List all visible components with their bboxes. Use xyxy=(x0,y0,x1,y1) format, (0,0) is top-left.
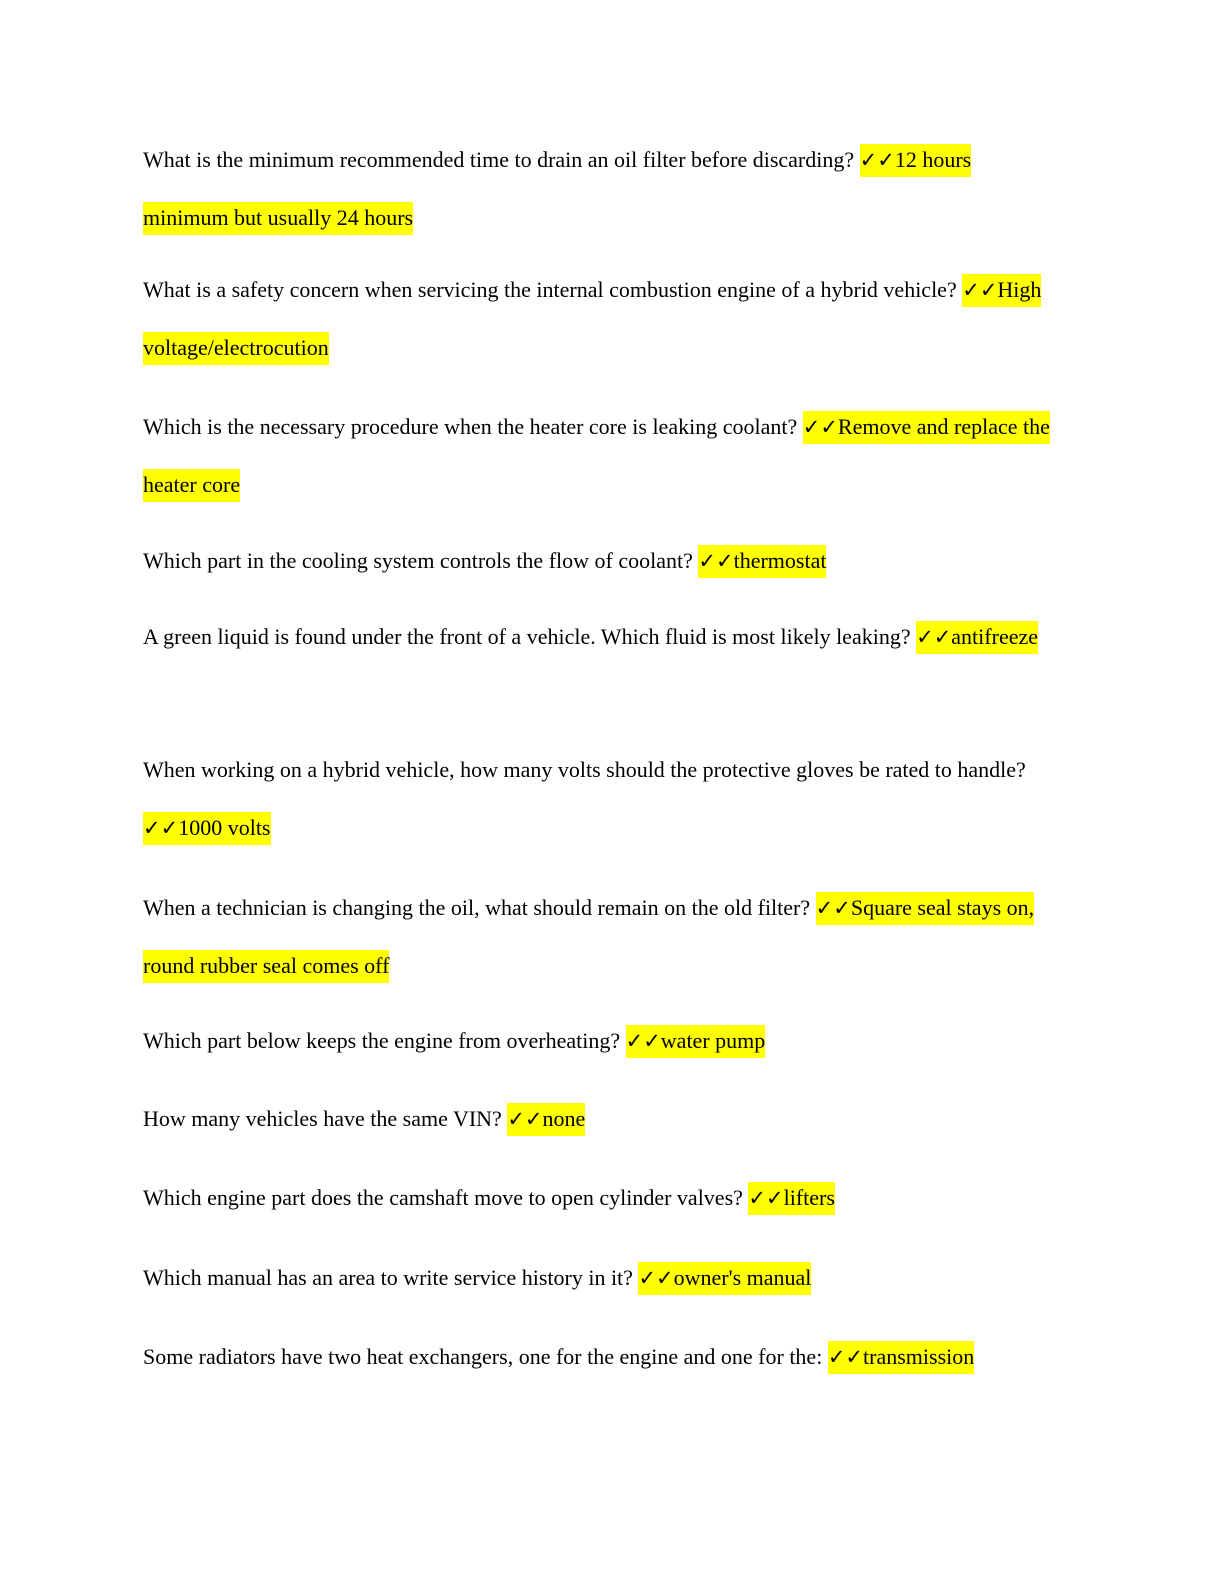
answer-highlight xyxy=(916,621,1038,654)
double-check-icon: ✓✓ xyxy=(815,896,851,920)
double-check-icon: ✓✓ xyxy=(827,1345,864,1369)
qa-item-1 xyxy=(143,131,1058,247)
question-text: Which engine part does the camshaft move to open cylinder valves? xyxy=(143,1185,749,1210)
double-check-icon: ✓✓ xyxy=(143,816,179,840)
question-text: Which is the necessary procedure when the heater core is leaking coolant? xyxy=(143,414,803,439)
answer-highlight xyxy=(143,812,271,845)
double-check-icon: ✓✓ xyxy=(859,148,895,172)
qa-item-5 xyxy=(143,608,1058,666)
qa-item-12 xyxy=(143,1328,1058,1386)
answer-text: transmission xyxy=(863,1344,975,1369)
answer-highlight xyxy=(828,1341,974,1374)
double-check-icon: ✓✓ xyxy=(638,1266,674,1290)
answer-highlight xyxy=(507,1103,585,1136)
question-text: Some radiators have two heat exchangers, one for the engine and one for the: xyxy=(143,1344,828,1369)
answer-highlight xyxy=(748,1182,835,1215)
question-text: Which part in the cooling system controls the flow of coolant? xyxy=(143,548,699,573)
question-text: How many vehicles have the same VIN? xyxy=(143,1106,508,1131)
answer-text: lifters xyxy=(783,1185,835,1210)
qa-item-6 xyxy=(143,741,1058,857)
double-check-icon: ✓✓ xyxy=(625,1029,661,1053)
double-check-icon: ✓✓ xyxy=(698,549,734,573)
qa-item-9 xyxy=(143,1090,1058,1148)
question-text: What is a safety concern when servicing the internal combustion engine of a hybrid vehicle? xyxy=(143,277,963,302)
double-check-icon: ✓✓ xyxy=(916,625,952,649)
double-check-icon: ✓✓ xyxy=(507,1107,543,1131)
question-text: Which part below keeps the engine from overheating? xyxy=(143,1028,626,1053)
question-text: A green liquid is found under the front of a vehicle. Which fluid is most likely leaking? xyxy=(143,624,917,649)
qa-item-4 xyxy=(143,532,1058,590)
double-check-icon: ✓✓ xyxy=(962,278,998,302)
answer-text: 1000 volts xyxy=(178,815,271,840)
answer-text: Remove and replace the heater core xyxy=(143,414,1050,497)
answer-text: owner's manual xyxy=(673,1265,812,1290)
answer-highlight xyxy=(638,1262,811,1295)
qa-item-7 xyxy=(143,879,1058,995)
qa-item-11 xyxy=(143,1249,1058,1307)
answer-highlight xyxy=(698,545,826,578)
answer-text: water pump xyxy=(660,1028,766,1053)
answer-text: antifreeze xyxy=(951,624,1038,649)
question-text: What is the minimum recommended time to drain an oil filter before discarding? xyxy=(143,147,860,172)
answer-text: Square seal stays on, round rubber seal comes off xyxy=(143,895,1035,978)
double-check-icon: ✓✓ xyxy=(748,1186,784,1210)
question-text: When working on a hybrid vehicle, how many volts should the protective gloves be rated to handle? xyxy=(143,757,1026,782)
qa-item-2 xyxy=(143,261,1058,377)
question-text: When a technician is changing the oil, what should remain on the old filter? xyxy=(143,895,816,920)
answer-text: High voltage/electrocution xyxy=(143,277,1042,360)
question-text: Which manual has an area to write service history in it? xyxy=(143,1265,639,1290)
qa-item-8 xyxy=(143,1012,1058,1070)
answer-text: 12 hours minimum but usually 24 hours xyxy=(143,147,972,230)
answer-text: none xyxy=(542,1106,586,1131)
qa-item-10 xyxy=(143,1169,1058,1227)
answer-highlight xyxy=(626,1025,766,1058)
qa-item-3 xyxy=(143,398,1058,514)
double-check-icon: ✓✓ xyxy=(802,415,838,439)
answer-text: thermostat xyxy=(733,548,827,573)
